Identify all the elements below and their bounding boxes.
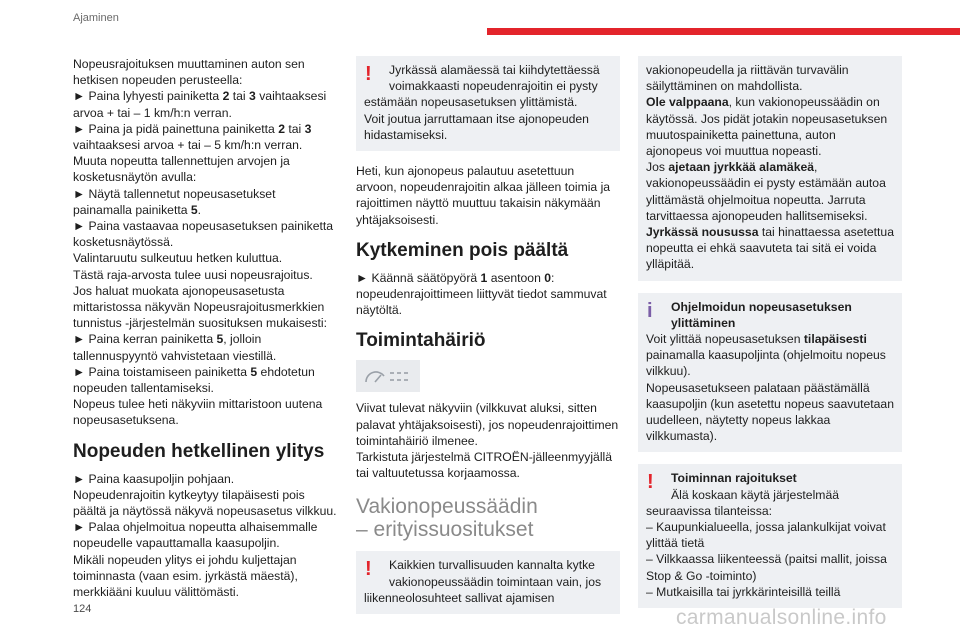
text-line: kosketusnäytön avulla:: [73, 170, 197, 185]
text-line: tunnistus -järjestelmän suosituksen mukaisesti:: [73, 316, 328, 331]
text-line: ajonopeus voi muuttua nopeasti.: [646, 144, 822, 159]
text-line: vilkkumasta).: [646, 429, 718, 444]
text-line: Tästä raja-arvosta tulee uusi nopeusrajoitus.: [73, 267, 313, 282]
text-line: vaihtaaksesi arvoa + tai – 5 km/h:n verran.: [73, 138, 303, 153]
paragraph-switch-off: [356, 270, 620, 319]
text-line: Muuta nopeutta tallennettujen arvojen ja: [73, 154, 290, 169]
text-line: ► Paina kaasupoljin pohjaan.: [73, 471, 235, 486]
text-line: tai valtuutetussa korjaamossa.: [356, 466, 520, 481]
text-line: rajoittimen näyttö muuttuu takaisin näkymään: [356, 196, 601, 211]
text-line: hetkisen nopeuden perusteella:: [73, 73, 243, 88]
heading-temporary-overspeed: Nopeuden hetkellinen ylitys: [73, 440, 325, 462]
page-number: 124: [73, 603, 92, 615]
text-line: Heti, kun ajonopeus palautuu asetettuun: [356, 164, 575, 179]
text-line: Jos haluat muokata ajonopeusasetusta: [73, 283, 285, 298]
text-line: ► Paina vastaavaa nopeusasetuksen painiketta: [73, 219, 334, 234]
text-line: – Mutkaisilla tai jyrkkärinteisillä teillä: [646, 584, 841, 599]
text-line: Viivat tulevat näkyviin (vilkkuvat aluksi, sitten: [356, 401, 597, 416]
text-line: säilyttäminen on mahdollista.: [646, 79, 803, 94]
text-line: liikenneolosuhteet sallivat ajamisen: [364, 590, 555, 605]
text-line: nopeusasetuksena.: [73, 413, 179, 428]
text-line: ylittää tietä: [646, 536, 705, 551]
text-line: seuraavissa tilanteissa:: [646, 503, 772, 518]
text-line: vilkkuu).: [646, 364, 691, 379]
text-line: Jyrkässä alamäessä tai kiihdytettäessä: [389, 63, 600, 77]
column-2: [356, 56, 620, 626]
text-line: Nopeudenrajoitin kytkeytyy tilapäisesti pois: [73, 487, 305, 502]
text-line: Voit joutua jarruttamaan itse ajonopeuden: [364, 111, 589, 126]
text-line: näytöltä.: [356, 303, 403, 318]
text-line: arvoon, nopeudenrajoitin alkaa jälleen toimia ja: [356, 180, 611, 195]
text-line: mittaristossa näkyvän Nopeusrajoitusmerkkien: [73, 300, 325, 315]
section-title: Ajaminen: [73, 12, 119, 24]
text-line: tarvittaessa ajonopeuden hallitsemiseksi.: [646, 208, 868, 223]
text-line: vakionopeudella ja riittävän turvavälin: [646, 63, 849, 77]
warning-box-continued: [638, 56, 902, 281]
text-line: painamalla kaasupoljinta (ohjelmoitu nopeus: [646, 348, 886, 363]
bold-phrase: tilapäisesti: [803, 332, 867, 347]
text-line: ► Palaa ohjelmoitua nopeutta alhaisemmalle: [73, 520, 318, 535]
text-line: Tarkistuta järjestelmä CITROËN-jälleenmyyjällä: [356, 450, 613, 465]
warning-box-downhill: [356, 56, 620, 151]
text-line: kosketusnäytössä.: [73, 235, 174, 250]
text-line: nopeudenrajoittimeen liittyvät tiedot sammuvat: [356, 287, 607, 302]
text-line: yhtäjaksoisesti.: [356, 212, 439, 227]
text-line: – erityissuositukset: [356, 518, 534, 542]
text-line: painamalla painiketta 5.: [73, 202, 202, 217]
text-line: Ole valppaana, kun vakionopeussäädin on: [646, 95, 880, 110]
text-line: – Kaupunkialueella, jossa jalankulkijat voivat: [646, 520, 886, 535]
text-line: merkkiääni kuuluu välittömästi.: [73, 585, 239, 600]
warning-exclamation-icon: !: [365, 63, 372, 85]
text-line: käytössä. Jos pidät jotakin nopeusasetuksen: [646, 111, 888, 126]
text-line: ► Paina toistamiseen painiketta 5 ehdotetun: [73, 364, 315, 379]
text-line: Nopeusrajoituksen muuttaminen auton sen: [73, 57, 305, 71]
text-line: muutospainiketta painettuna, auton: [646, 127, 836, 142]
text-line: Stop & Go -toiminto): [646, 568, 757, 583]
text-line: tallennuspyyntö vahvistetaan viestillä.: [73, 348, 277, 363]
text-line: toiminnasta (vaan esim. jyrkästä mäestä),: [73, 568, 298, 583]
text-line: nopeuden tallentamiseksi.: [73, 381, 214, 396]
text-line: voimakkaasti nopeudenrajoitin ei pysty: [389, 79, 598, 94]
text-line: Älä koskaan käytä järjestelmää: [671, 487, 840, 502]
warning-box-limitations: [638, 464, 902, 608]
paragraph-malfunction: [356, 400, 620, 481]
warning-title: Toiminnan rajoitukset: [671, 471, 797, 486]
paragraph-speed-change: [73, 56, 345, 429]
text-line: Mikäli nopeuden ylitys ei johdu kuljettajan: [73, 552, 297, 567]
text-line: ► Paina lyhyesti painiketta 2 tai 3 vaihtaaksesi: [73, 89, 327, 104]
text-line: estämään nopeusasetuksen ylittämistä.: [364, 95, 578, 110]
bold-phrase: ajetaan jyrkkää alamäkeä: [668, 160, 815, 175]
text-line: hidastamiseksi.: [364, 127, 448, 142]
text-line: – Vilkkaassa liikenteessä (paitsi mallit, joissa: [646, 552, 887, 567]
text-line: Voit ylittää nopeusasetuksen tilapäisesti: [646, 332, 867, 347]
info-icon: i: [647, 299, 653, 322]
paragraph-overspeed: [73, 471, 345, 601]
text-line: Nopeus tulee heti näkyviin mittaristoon uutena: [73, 397, 323, 412]
text-line: ► Näytä tallennetut nopeusasetukset: [73, 186, 276, 201]
text-line: nopeudelle vapauttamalla kaasupoljin.: [73, 536, 280, 551]
paragraph-resume: [356, 163, 620, 228]
text-line: ylittämästä ohjelmoitua nopeutta. Jarruta: [646, 192, 866, 207]
heading-cruise-control-advice: [356, 495, 620, 541]
warning-exclamation-icon: !: [365, 558, 372, 581]
text-line: arvoa + tai – 1 km/h:n verran.: [73, 105, 232, 120]
text-line: vakionopeussäädin ei pysty estämään autoa: [646, 176, 886, 191]
info-box-overspeed: [638, 293, 902, 453]
text-line: ► Paina ja pidä painettuna painiketta 2 tai 3: [73, 121, 312, 136]
warning-box-cruise-safety: [356, 551, 620, 614]
text-line: nopeutta ei ehkä saavuteta tai sitä ei voida: [646, 241, 877, 256]
text-line: palavat yhtäjaksoisesti), jos nopeudenrajoittimen: [356, 417, 619, 432]
text-line: kaasupoljin (kun asetettu nopeus saavutetaan: [646, 396, 894, 411]
text-line: Nopeusasetukseen palataan päästämällä: [646, 380, 870, 395]
text-line: ► Paina kerran painiketta 5, jolloin: [73, 332, 262, 347]
text-line: Jyrkässä nousussa tai hinattaessa asetettua: [646, 225, 894, 240]
text-line: Vakionopeussäädin: [356, 495, 538, 519]
text-line: Valintaruutu sulkeutuu hetken kuluttua.: [73, 251, 283, 266]
text-line: vakionopeussäädin toimintaan vain, jos: [389, 574, 602, 589]
text-line: ► Käännä säätöpyörä 1 asentoon 0:: [356, 270, 555, 285]
header-accent-bar: [487, 28, 960, 35]
text-line: uudelleen, näytetty nopeus lakkaa: [646, 413, 831, 428]
text-line: toimintahäiriö ilmenee.: [356, 433, 478, 448]
column-1: [73, 56, 345, 607]
bold-phrase: Ole valppaana: [646, 95, 729, 110]
watermark: carmanualsonline.info: [676, 606, 887, 629]
speed-limiter-fault-icon: [356, 360, 420, 392]
text-line: Kaikkien turvallisuuden kannalta kytke: [389, 558, 595, 573]
column-3: [638, 56, 902, 620]
text-line: päältä ja näytössä näkyvä nopeusasetus vilkkuu.: [73, 504, 337, 519]
heading-switch-off: Kytkeminen pois päältä: [356, 239, 569, 261]
warning-exclamation-icon: !: [647, 471, 654, 494]
bold-phrase: Jyrkässä nousussa: [646, 225, 759, 240]
heading-malfunction: Toimintahäiriö: [356, 330, 486, 352]
info-title-line: ylittäminen: [671, 315, 736, 330]
text-line: ylläpitää.: [646, 257, 695, 272]
info-title-line: Ohjelmoidun nopeusasetuksen: [671, 299, 852, 314]
text-line: Jos ajetaan jyrkkää alamäkeä,: [646, 160, 818, 175]
